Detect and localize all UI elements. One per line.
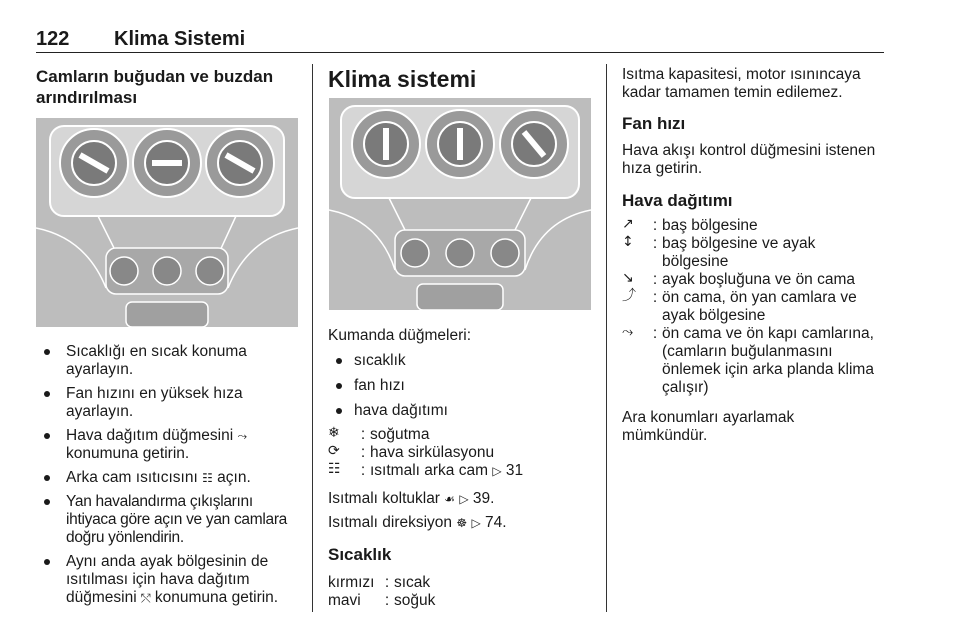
button-row: ❄ : soğutma [328,425,430,443]
heated-seat-icon: ☙ [444,492,456,506]
windshield-side-windows-feet-icon: ⤴ [622,288,636,304]
rear-window-heater-icon: ☷ [328,461,341,477]
list-item: hava dağıtımı [328,402,600,420]
list-item: Sıcaklığı en sıcak konuma ayarlayın. [36,343,308,379]
fan-speed-text: Hava akışı kontrol düğmesini istenen hıza getirin. [622,142,876,177]
page-number: 122 [36,28,70,50]
left-column [36,66,304,108]
control-panel-drawing [36,118,298,327]
distribution-row: ↗ : baş bölgesine [622,216,758,234]
snowflake-icon: ❄ [328,425,340,441]
windshield-and-footwell-icon: ⤲ [140,591,151,605]
heated-wheel-ref: Isıtmalı direksiyon ☸ ▷ 74. [328,514,507,531]
list-item: fan hızı [328,377,600,395]
right-column [622,66,892,445]
list-item: Hava dağıtım düğmesini ⤳ konumuna getirin. [36,427,308,463]
air-distribution-heading: Hava dağıtımı [622,191,733,210]
temperature-row: kırmızı : sıcak [328,574,431,591]
list-item: Yan havalandırma çıkışlarını ihtiyaca göre açın ve yan camlara doğru yönlendirin. [36,493,308,547]
climate-panel-drawing [329,98,591,310]
head-and-foot-zone-icon: ↕ [622,234,634,250]
middle-column-heading [328,65,598,93]
list-item: Fan hızını en yüksek hıza ayarlayın. [36,385,308,421]
middle-column-text [328,327,600,610]
rear-window-heater-icon: ☷ [202,471,213,485]
head-zone-icon: ↗ [622,216,634,232]
distribution-row: ⤴ : ön cama, ön yan camlara ve ayak bölgesine [622,288,857,324]
page-reference-arrow-icon: ▷ [459,492,469,506]
left-bullets [36,343,308,607]
distribution-row: ↘ : ayak boşluğuna ve ön cama [622,270,856,288]
controls-intro: Kumanda düğmeleri: [328,327,472,344]
footwell-and-windshield-icon: ↘ [622,270,634,286]
heating-capacity-note: Isıtma kapasitesi, motor ısınıncaya kadar tamamen temin edilemez. [622,66,861,101]
distribution-row: ↕ : baş bölgesine ve ayak bölgesine [622,234,816,270]
button-row: ⟳ : hava sirkülasyonu [328,443,495,461]
section-heading-defrost: Camların buğudan ve buzdan arındırılması [36,67,274,107]
page-reference-arrow-icon: ▷ [492,464,502,478]
button-row: ☷ : ısıtmalı arka cam ▷ 31 [328,461,524,479]
heated-steering-wheel-icon: ☸ [456,516,468,530]
list-item: Arka cam ısıtıcısını ☷ açın. [36,469,308,487]
column-divider-left [312,64,313,612]
fan-speed-heading: Fan hızı [622,114,686,133]
defrost-illustration [36,118,298,327]
defrost-steps [36,343,308,607]
temperature-row: mavi : soğuk [328,592,436,609]
climate-illustration [329,98,591,310]
section-heading-climate: Klima sistemi [328,66,477,92]
temperature-heading: Sıcaklık [328,545,392,564]
recirculation-icon: ⟳ [328,443,340,459]
distribution-row: ⤳ : ön cama ve ön kapı camlarına, (camların buğulanmasını önlemek için arka planda klima çalışır) [622,324,874,396]
intermediate-positions-note: Ara konumları ayarlamak mümkündür. [622,409,795,444]
list-item: sıcaklık [328,352,600,370]
page-reference-arrow-icon: ▷ [471,516,481,530]
heated-seats-ref: Isıtmalı koltuklar ☙ ▷ 39. [328,490,495,507]
column-divider-right [606,64,607,612]
defrost-windshield-icon: ⤳ [237,429,248,443]
page-title: Klima Sistemi [114,28,246,50]
controls-list [328,352,600,420]
defrost-windshield-icon: ⤳ [622,324,634,340]
page-header [36,28,884,53]
list-item: Aynı anda ayak bölgesinin de ısıtılması için hava dağıtım düğmesini ⤲ konumuna getirin. [36,553,308,607]
